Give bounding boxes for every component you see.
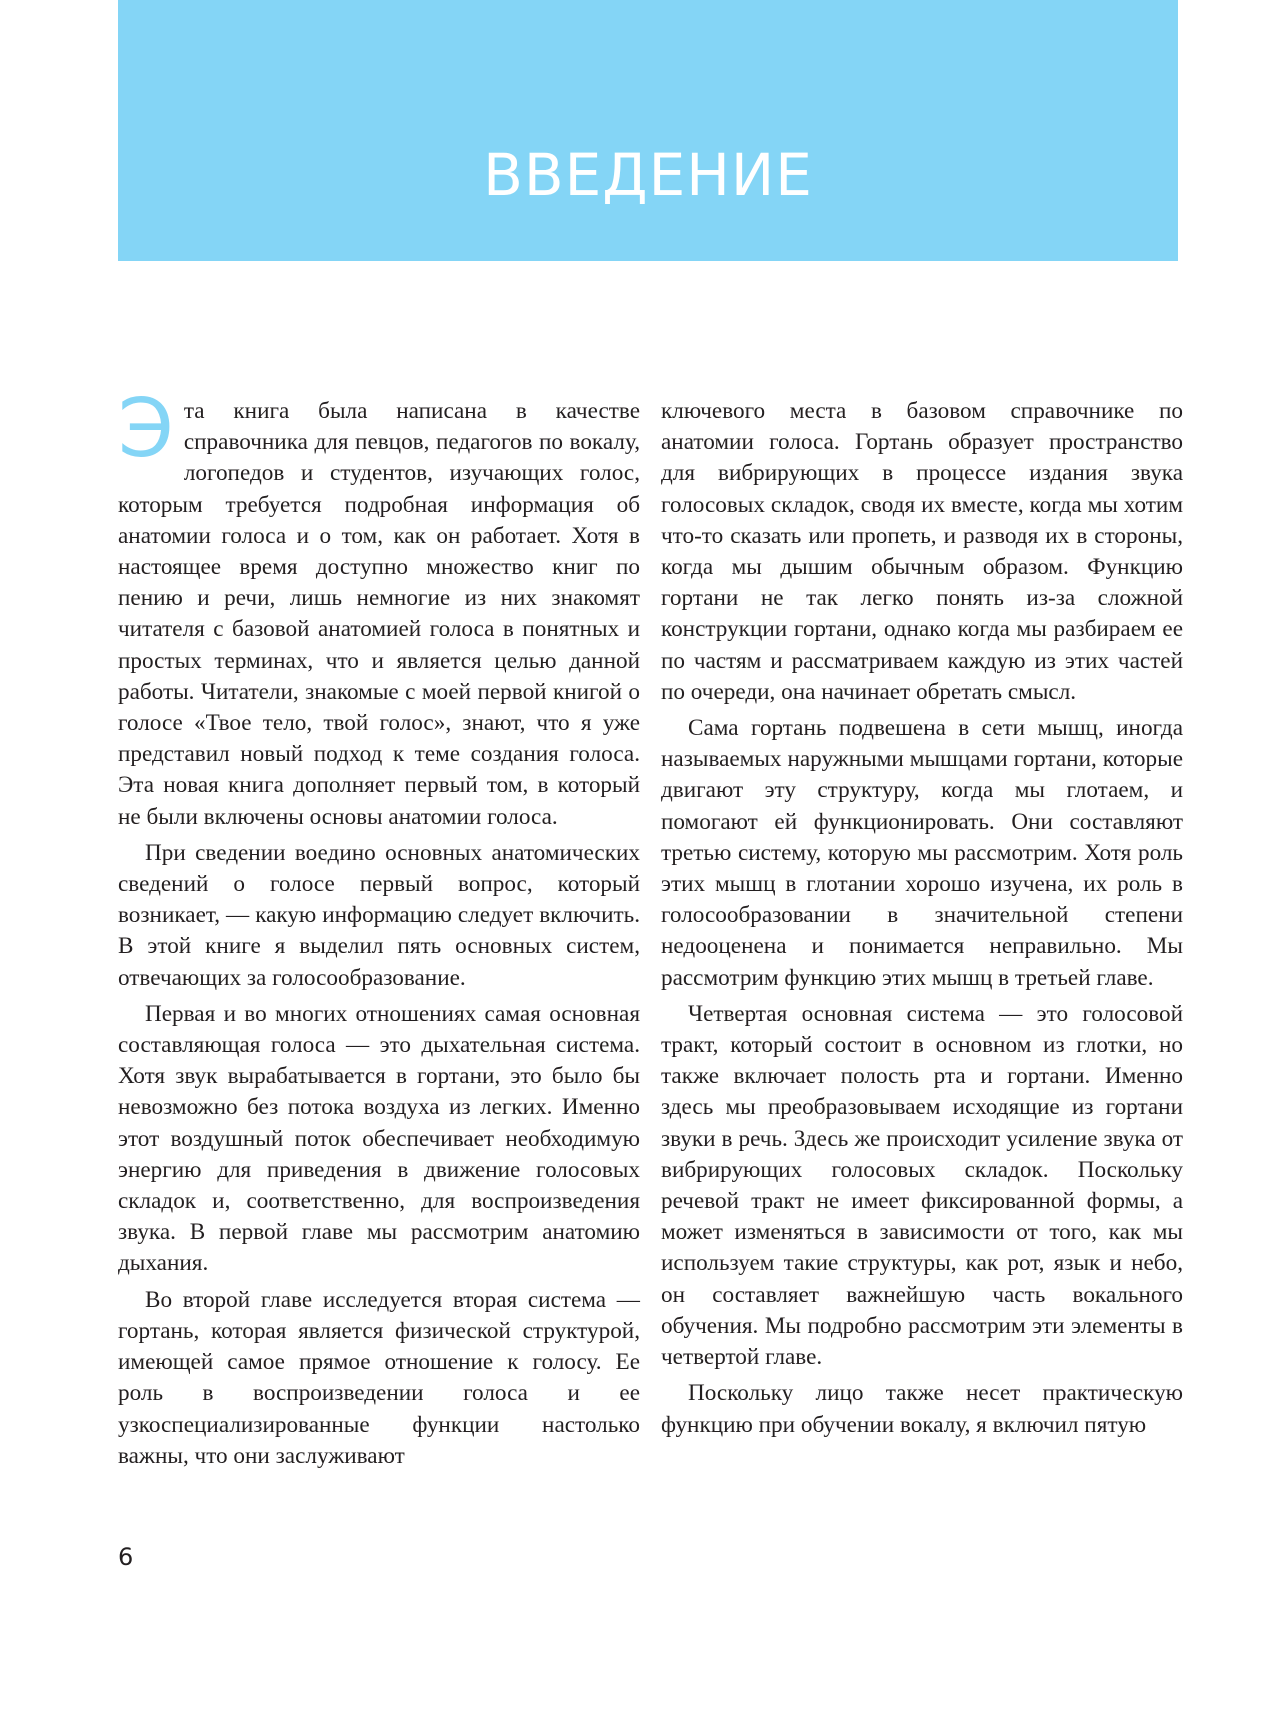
page-number: 6 [118, 1543, 134, 1571]
paragraph-intro-text: та книга была написана в качестве справочника для певцов, педагогов по вокалу, логопедов и студентов, изучающих голос, которым требуется подробная информация об анатомии голоса и о том, как он работает. Хотя в настоящее время доступно множество книг по пению и речи, лишь немногие из них знакомят читателя с базовой анатомией голоса в понятных и простых терминах, что и является целью данной работы. Читатели, знакомые с моей первой книгой о голосе «Твое тело, твой голос», знают, что я уже представил новый подход к теме создания голоса. Эта новая книга дополняет первый том, в который не были включены основы анатомии голоса. [118, 398, 640, 830]
paragraph-extrinsic-muscles: Сама гортань подвешена в сети мышц, иногда называемых наружными мышцами гортани, которые двигают эту структуру, когда мы глотаем, и помогают ей функционировать. Они составляют третью систему, которую мы рассмотрим. Хотя роль этих мышц в глотании хорошо изучена, их роль в голосообразовании в значительной степени недооценена и понимается неправильно. Мы рассмотрим функцию этих мышц в третьей главе. [661, 715, 1183, 991]
paragraph-larynx-start: Во второй главе исследуется вторая система — гортань, которая является физической структурой, имеющей самое прямое отношение к голосу. Ее роль в воспроизведении голоса и ее узкоспециализированные функции настолько важны, что они заслуживают [118, 1286, 640, 1469]
text-column-right [661, 396, 1183, 1446]
paragraph-intro [118, 382, 640, 833]
paragraph-vocal-tract: Четвертая основная система — это голосовой тракт, который состоит в основном из глотки, но также включает полость рта и гортани. Именно здесь мы преобразовываем исходящие из гортани звуки в речь. Здесь же происходит усиление звука от вибрирующих голосовых складок. Поскольку речевой тракт не имеет фиксированной формы, а может изменяться в зависимости от того, как мы используем такие структуры, как рот, язык и небо, он составляет важнейшую часть вокального обучения. Мы подробно рассмотрим эти элементы в четвертой главе. [661, 1000, 1183, 1371]
paragraph-five-systems: При сведении воедино основных анатомических сведений о голосе первый вопрос, который возникает, — какую информацию следует включить. В этой книге я выделил пять основных систем, отвечающих за голосообразование. [118, 839, 640, 991]
chapter-title: ВВЕДЕНИЕ [483, 141, 813, 209]
chapter-header-band [118, 0, 1178, 261]
paragraph-larynx-continued: ключевого места в базовом справочнике по анатомии голоса. Гортань образует пространство для вибрирующих в процессе издания звука голосовых складок, сводя их вместе, когда мы хотим что-то сказать или пропеть, и разводя их в стороны, когда мы дышим обычным образом. Функцию гортани не так легко понять из-за сложной конструкции гортани, однако когда мы разбираем ее по частям и рассматриваем каждую из этих частей по очереди, она начинает обретать смысл. [661, 398, 1183, 705]
text-column-left [118, 382, 640, 1477]
paragraph-face: Поскольку лицо также несет практическую функцию при обучении вокалу, я включил пятую [661, 1380, 1183, 1438]
drop-cap-letter: Э [118, 382, 174, 475]
paragraph-respiratory-system: Первая и во многих отношениях самая основная составляющая голоса — это дыхательная система. Хотя звук вырабатывается в гортани, это было бы невозможно без потока воздуха из легких. Именно этот воздушный поток обеспечивает необходимую энергию для приведения в движение голосовых складок и, соответственно, для воспроизведения звука. В первой главе мы рассмотрим анатомию дыхания. [118, 1000, 640, 1277]
